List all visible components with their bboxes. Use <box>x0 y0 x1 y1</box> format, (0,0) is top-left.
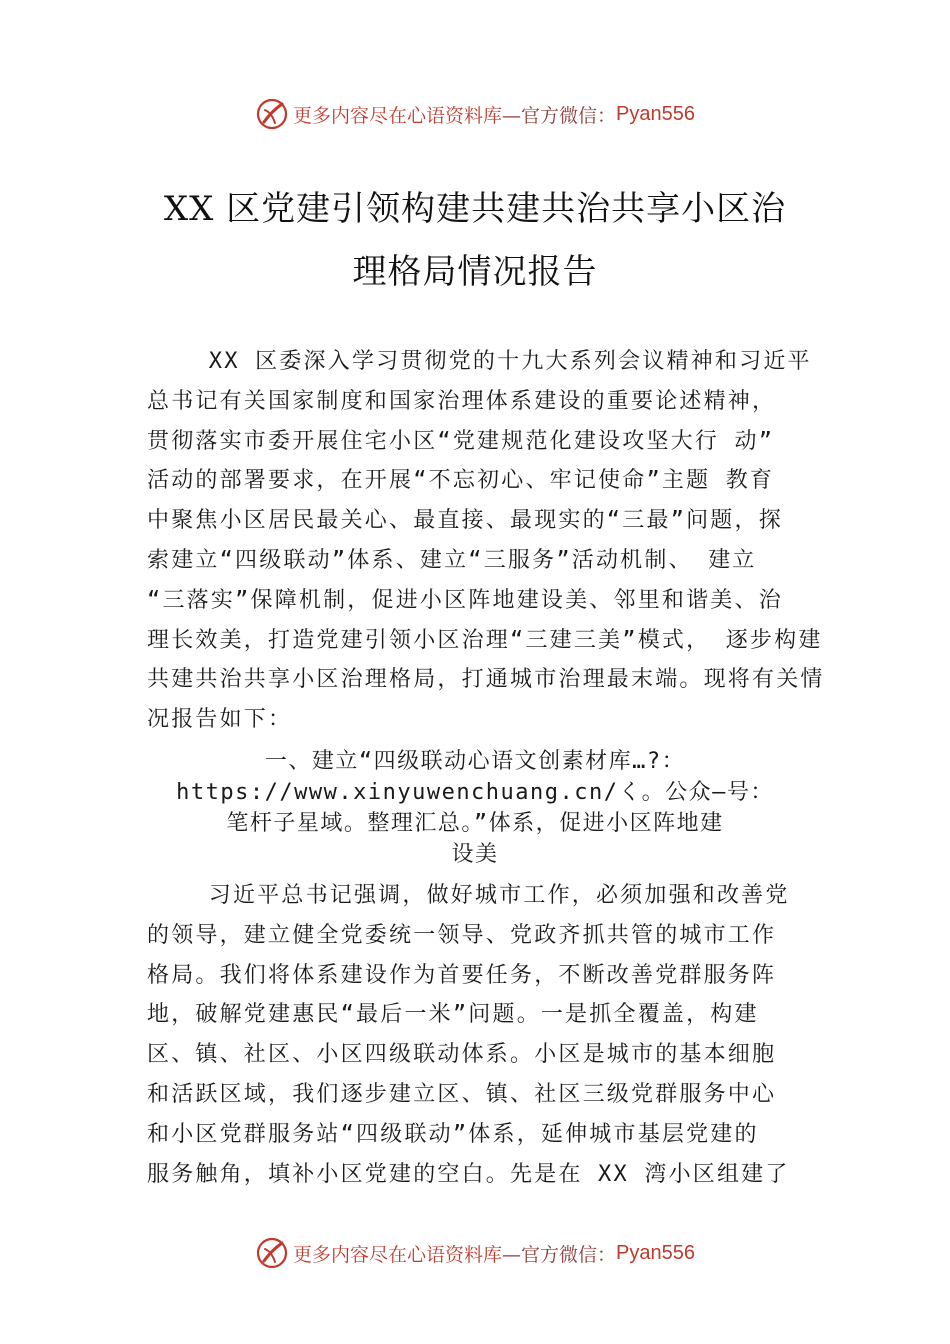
section-heading-1: 一、建立“四级联动心语文创素材库…?： https://www.xinyuwenchuang.cn/く。公众—号： 笔杆子星域。整理汇总。”体系，促进小区阵地建 设美 <box>176 749 774 867</box>
banner-text-separator: —官方微信： <box>502 1243 617 1266</box>
intro-paragraph: XX 区委深入学习贯彻党的十九大系列会议精神和习近平 总书记有关国家制度和国家治理体系建设的重要论述精神， 贯彻落实市委开展住宅小区“党建规范化建设攻坚大行 动” 活动的部署要求，在开展“不忘初心、牢记使命”主题 教育 中聚焦小区居民最关心、最直接、最现实的“三最”问题，探 索建立“四级联动”体系、建立“三服务”活动机制、 建立 “三落实”保障机制，促进小区阵地建设美、邻里和谐美、治 理长效美，打造党建引领小区治理“三建三美”模式， 逐步构建 共建共治共享小区治理格局，打通城市治理最末端。现将有关情 况报告如下： <box>147 349 825 733</box>
header-watermark-banner <box>0 94 950 134</box>
brush-logo-icon <box>255 1236 289 1270</box>
banner-text-main: 更多内容尽在心语资料库 <box>293 104 503 127</box>
brush-logo-icon <box>255 97 289 131</box>
footer-watermark-banner <box>0 1233 950 1273</box>
banner-text-main: 更多内容尽在心语资料库 <box>293 1243 503 1266</box>
section-1-paragraph: 习近平总书记强调，做好城市工作，必须加强和改善党 的领导，建立健全党委统一领导、党政齐抓共管的城市工作 格局。我们将体系建设作为首要任务，不断改善党群服务阵 地，破解党建惠民“最后一米”问题。一是抓全覆盖，构建 区、镇、社区、小区四级联动体系。小区是城市的基本细胞 和活跃区域，我们逐步建立区、镇、社区三级党群服务中心 和小区党群服务站“四级联动”体系，延伸城市基层党建的 服务触角，填补小区党建的空白。先是在 XX 湾小区组建了 <box>147 883 790 1187</box>
banner-wechat-handle: Pyan556 <box>616 1241 695 1264</box>
document-title-line-2: 理格局情况报告 <box>352 252 598 292</box>
banner-text-separator: —官方微信： <box>502 104 617 127</box>
banner-wechat-handle: Pyan556 <box>616 102 695 125</box>
document-title-line-1: XX 区党建引领构建共建共治共享小区治 <box>163 189 787 229</box>
